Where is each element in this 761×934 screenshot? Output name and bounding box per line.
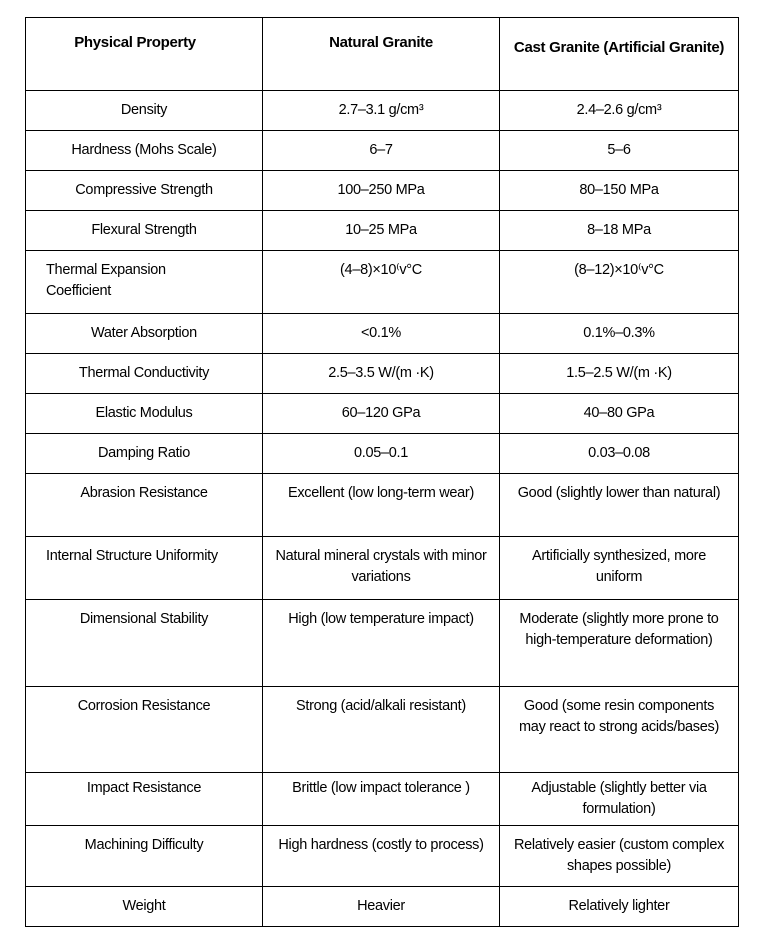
natural-granite-cell: 60–120 GPa — [263, 394, 500, 434]
property-cell: Elastic Modulus — [26, 394, 263, 434]
header-cast-granite: Cast Granite (Artificial Granite) — [500, 18, 739, 91]
property-cell: Water Absorption — [26, 314, 263, 354]
natural-granite-cell: High (low temperature impact) — [263, 600, 500, 687]
cast-granite-cell: Good (slightly lower than natural) — [500, 474, 739, 537]
property-cell: Dimensional Stability — [26, 600, 263, 687]
natural-granite-cell: 6–7 — [263, 131, 500, 171]
cast-granite-cell: Moderate (slightly more prone to high-temperature deformation) — [500, 600, 739, 687]
natural-granite-cell: 10–25 MPa — [263, 211, 500, 251]
natural-granite-cell: Natural mineral crystals with minor variations — [263, 537, 500, 600]
property-cell: Density — [26, 91, 263, 131]
natural-granite-cell: 100–250 MPa — [263, 171, 500, 211]
property-cell: Flexural Strength — [26, 211, 263, 251]
table-row — [26, 434, 739, 474]
cast-granite-cell: Artificially synthesized, more uniform — [500, 537, 739, 600]
cast-granite-cell: Relatively lighter — [500, 887, 739, 927]
header-row — [26, 18, 739, 91]
cast-granite-cell: 40–80 GPa — [500, 394, 739, 434]
natural-granite-cell: (4–8)×10⁽v°C — [263, 251, 500, 314]
natural-granite-cell: 2.7–3.1 g/cm³ — [263, 91, 500, 131]
property-cell: Machining Difficulty — [26, 826, 263, 887]
table-row — [26, 600, 739, 687]
natural-granite-cell: 2.5–3.5 W/(m ·K) — [263, 354, 500, 394]
cast-granite-cell: 8–18 MPa — [500, 211, 739, 251]
table-row — [26, 773, 739, 826]
table-row — [26, 394, 739, 434]
property-cell: Abrasion Resistance — [26, 474, 263, 537]
cast-granite-cell: Relatively easier (custom complex shapes possible) — [500, 826, 739, 887]
natural-granite-cell: Excellent (low long-term wear) — [263, 474, 500, 537]
natural-granite-cell: 0.05–0.1 — [263, 434, 500, 474]
table-row — [26, 131, 739, 171]
cast-granite-cell: 1.5–2.5 W/(m ·K) — [500, 354, 739, 394]
table-row — [26, 826, 739, 887]
table-row — [26, 354, 739, 394]
cast-granite-cell: Adjustable (slightly better via formulation) — [500, 773, 739, 826]
cast-granite-cell: Good (some resin components may react to strong acids/bases) — [500, 687, 739, 773]
table-row — [26, 251, 739, 314]
cast-granite-cell: 2.4–2.6 g/cm³ — [500, 91, 739, 131]
property-cell: Internal Structure Uniformity — [26, 537, 263, 600]
property-cell: Impact Resistance — [26, 773, 263, 826]
table-row — [26, 91, 739, 131]
cast-granite-cell: 80–150 MPa — [500, 171, 739, 211]
natural-granite-cell: Heavier — [263, 887, 500, 927]
table-row — [26, 211, 739, 251]
table-row — [26, 314, 739, 354]
property-cell: Thermal Expansion Coefficient — [26, 251, 263, 314]
table-row — [26, 687, 739, 773]
natural-granite-cell: Brittle (low impact tolerance ) — [263, 773, 500, 826]
cast-granite-cell: (8–12)×10⁽v°C — [500, 251, 739, 314]
natural-granite-cell: High hardness (costly to process) — [263, 826, 500, 887]
table-row — [26, 474, 739, 537]
property-cell: Damping Ratio — [26, 434, 263, 474]
table-row — [26, 171, 739, 211]
header-physical-property: Physical Property — [26, 18, 263, 91]
natural-granite-cell: <0.1% — [263, 314, 500, 354]
granite-comparison-table — [25, 17, 739, 927]
table-row — [26, 887, 739, 927]
property-cell: Thermal Conductivity — [26, 354, 263, 394]
header-natural-granite: Natural Granite — [263, 18, 500, 91]
property-cell: Compressive Strength — [26, 171, 263, 211]
property-cell: Corrosion Resistance — [26, 687, 263, 773]
natural-granite-cell: Strong (acid/alkali resistant) — [263, 687, 500, 773]
table-row — [26, 537, 739, 600]
cast-granite-cell: 5–6 — [500, 131, 739, 171]
property-cell: Weight — [26, 887, 263, 927]
cast-granite-cell: 0.1%–0.3% — [500, 314, 739, 354]
cast-granite-cell: 0.03–0.08 — [500, 434, 739, 474]
property-cell: Hardness (Mohs Scale) — [26, 131, 263, 171]
